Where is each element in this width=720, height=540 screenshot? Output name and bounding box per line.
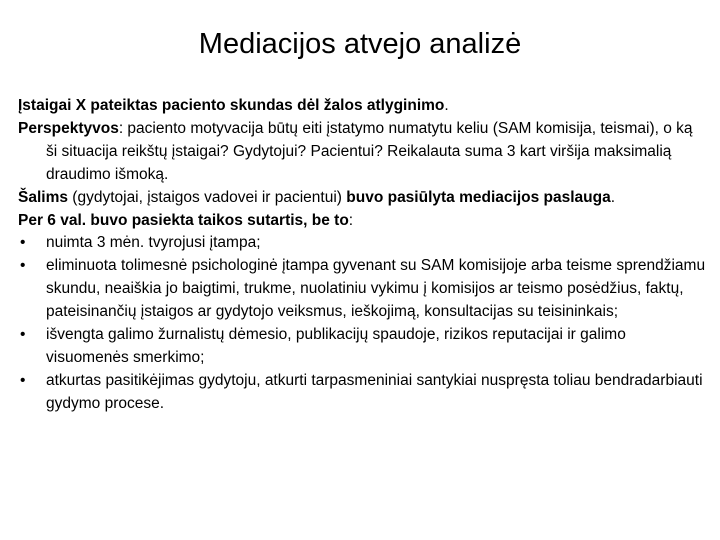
parties-label: Šalims	[18, 188, 68, 206]
slide-title: Mediacijos atvejo analizė	[198, 28, 522, 60]
parties-punct: .	[610, 188, 616, 206]
parties-list: (gydytojai, įstaigos vadovei ir pacientui)	[67, 188, 347, 206]
complaint-punct: .	[444, 97, 449, 114]
bullet-item	[18, 232, 708, 255]
bullet-icon: •	[20, 326, 26, 344]
agreement-statement: Per 6 val. buvo pasiekta taikos sutartis, be to	[18, 211, 349, 229]
bullet-icon: •	[20, 257, 26, 275]
paragraph-perspectives	[18, 118, 708, 187]
paragraph-agreement	[18, 210, 708, 233]
bullet-text: išvengta galimo žurnalistų dėmesio, publikacijų spaudoje, rizikos reputacijai ir galimo visuomenės smerkimo;	[46, 326, 626, 366]
complaint-statement: Įstaigai X pateiktas paciento skundas dėl žalos atlyginimo	[18, 97, 445, 114]
perspectives-label: Perspektyvos	[18, 119, 119, 137]
agreement-punct: :	[348, 211, 354, 229]
perspectives-text: : paciento motyvacija būtų eiti įstatymo numatytu keliu (SAM komisija, teismai), o ką ši situacija reikštų įstaigai? Gydytojui? Pacientui? Reikalauta suma 3 kart viršija maksimalią draudimo išmoką.	[46, 119, 693, 183]
bullet-item	[18, 255, 708, 324]
bullet-icon: •	[20, 234, 26, 252]
bullet-icon: •	[20, 371, 26, 389]
bullet-item	[18, 324, 708, 370]
bullet-item	[18, 370, 708, 416]
bullet-text: nuimta 3 mėn. tvyrojusi įtampa;	[46, 234, 261, 252]
mediation-offer: buvo pasiūlyta mediacijos paslauga	[346, 188, 611, 206]
bullet-text: eliminuota tolimesnė psichologinė įtampa gyvenant su SAM komisijoje arba teisme sprendžiamu skundu, neaiškia jo baigtimi, trukme, nuolatiniu vykimu į komisijos ar teismo posėdžius, faktų, pateisinančių įstaigos ar gydytojo veiksmus, ieškojimą, konsultacijas su teisininkais;	[46, 257, 706, 321]
paragraph-complaint	[18, 95, 708, 118]
bullet-text: atkurtas pasitikėjimas gydytoju, atkurti tarpasmeniniai santykiai nuspręsta toliau bendradarbiauti gydymo procese.	[46, 371, 703, 412]
paragraph-parties	[18, 187, 708, 210]
slide-body	[18, 95, 708, 416]
